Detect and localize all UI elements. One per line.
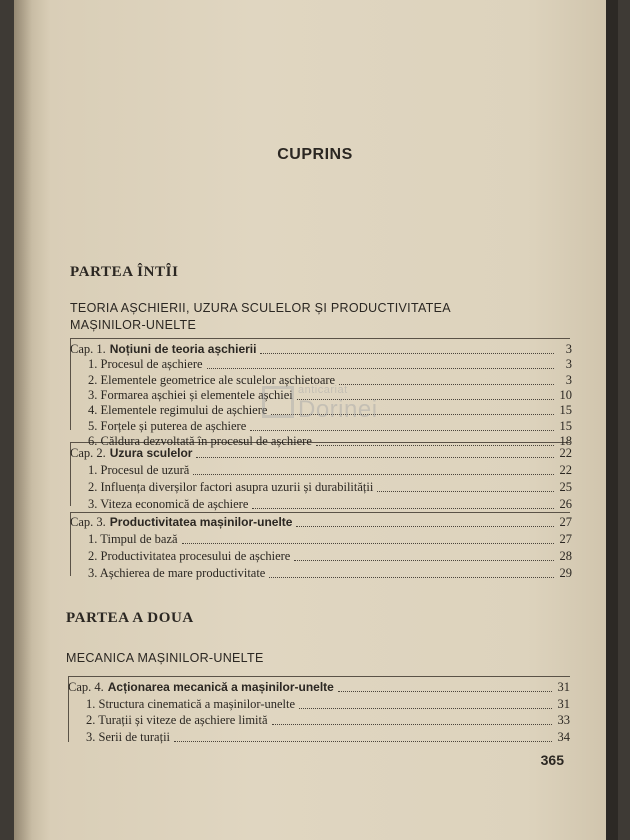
watermark-line-1: anticariat (298, 384, 348, 396)
watermark-text (298, 386, 378, 424)
toc-item-page: 3 (565, 372, 572, 387)
toc-item-label: 4. Elementele regimului de așchiere (88, 403, 268, 418)
toc-item-label: 3. Formarea așchiei și elementele așchiei (88, 387, 293, 402)
toc-chapter-page: 3 (565, 342, 572, 356)
toc-chapter-title: Noțiuni de teoria așchierii (109, 342, 257, 356)
toc-leader-dots (294, 560, 554, 561)
watermark-line-2: Dorinei (298, 396, 378, 423)
toc-chapter-title: Acționarea mecanică a mașinilor-unelte (107, 680, 334, 694)
page-title: CUPRINS (277, 146, 353, 163)
toc-item-row (68, 697, 570, 712)
toc-item-page: 10 (559, 387, 572, 402)
toc-item-page: 15 (559, 403, 572, 418)
toc-leader-dots (299, 708, 552, 709)
toc-leader-dots (272, 724, 552, 725)
toc-item-label: 1. Structura cinematică a mașinilor-unelte (86, 696, 296, 711)
toc-item-page: 27 (559, 532, 572, 546)
chapter-1-rule (70, 338, 570, 339)
toc-item-row (70, 480, 572, 495)
page-edge (606, 0, 618, 840)
bookstore-logo-icon (262, 386, 294, 418)
toc-chapter-number: Cap. 2. (70, 446, 106, 460)
toc-chapter-page: 31 (557, 680, 570, 694)
toc-item-label: 5. Forțele și puterea de așchiere (88, 418, 247, 433)
toc-item-label: 3. Viteza economică de așchiere (88, 497, 249, 511)
toc-item-label: 2. Influența diverșilor factori asupra uzurii și durabilității (88, 480, 374, 494)
toc-leader-dots (196, 457, 554, 458)
part-one-subtitle-line-2: MAȘINILOR-UNELTE (70, 318, 197, 332)
toc-item-label: 6. Căldura dezvoltată în procesul de așchiere (88, 433, 312, 448)
toc-item-label: 1. Procesul de uzură (88, 463, 190, 477)
toc-item-label: 3. Așchierea de mare productivitate (88, 566, 266, 580)
toc-chapter-page: 22 (559, 446, 572, 460)
toc-chapter-number: Cap. 4. (68, 680, 104, 694)
part-one-title: PARTEA ÎNTÎI (70, 264, 179, 280)
toc-chapter-title: Productivitatea mașinilor-unelte (109, 515, 293, 529)
toc-item-label: 1. Timpul de bază (88, 532, 178, 546)
toc-item-label: 2. Elementele geometrice ale sculelor așchietoare (88, 372, 336, 387)
toc-chapter-title: Uzura sculelor (109, 446, 193, 460)
toc-item-page: 22 (559, 463, 572, 477)
toc-item-page: 3 (565, 357, 572, 372)
toc-item-row (70, 549, 572, 564)
toc-leader-dots (174, 741, 552, 742)
toc-leader-dots (269, 577, 554, 578)
toc-chapter-label (70, 342, 256, 357)
toc-leader-dots (377, 491, 554, 492)
toc-chapter-number: Cap. 3. (70, 515, 106, 529)
part-two-title: PARTEA A DOUA (66, 610, 194, 626)
toc-item-label: 2. Turații și viteze de așchiere limită (86, 713, 268, 727)
toc-item-row (70, 497, 572, 512)
toc-item-page: 34 (557, 729, 570, 744)
toc-item-row (68, 713, 570, 728)
chapter-4-rule (68, 676, 570, 677)
toc-chapter-label (70, 446, 192, 461)
toc-item-row (68, 730, 570, 745)
chapter-3-rule (70, 512, 570, 513)
watermark (262, 380, 412, 436)
toc-item-page: 15 (559, 418, 572, 433)
toc-item-label: 2. Productivitatea procesului de așchiere (88, 549, 291, 563)
toc-leader-dots (252, 508, 554, 509)
toc-item-page: 33 (557, 713, 570, 727)
toc-leader-dots (296, 526, 554, 527)
toc-item-row (70, 532, 572, 547)
toc-item-page: 31 (557, 696, 570, 711)
toc-item-label: 1. Procesul de așchiere (88, 357, 203, 372)
toc-leader-dots (182, 543, 554, 544)
toc-item-page: 18 (559, 433, 572, 448)
toc-item-row (70, 566, 572, 581)
toc-chapter-page: 27 (559, 515, 572, 529)
toc-leader-dots (338, 691, 552, 692)
toc-item-page: 28 (559, 549, 572, 563)
toc-item-page: 26 (559, 497, 572, 511)
part-one-subtitle-line-1: TEORIA AȘCHIERII, UZURA SCULELOR ȘI PRODUCTIVITATEA (70, 301, 451, 315)
toc-chapter-row (70, 515, 572, 530)
toc-chapter-label (70, 515, 292, 530)
page-number: 365 (540, 752, 564, 768)
toc-chapter-row (70, 342, 572, 357)
toc-item-row (70, 463, 572, 478)
part-two-subtitle: MECANICA MAȘINILOR-UNELTE (66, 651, 264, 665)
toc-item-page: 29 (559, 566, 572, 580)
toc-chapter-label (68, 680, 334, 695)
toc-item-label: 3. Serii de turații (86, 729, 171, 744)
toc-leader-dots (207, 368, 554, 369)
toc-chapter-row (70, 446, 572, 461)
toc-leader-dots (260, 353, 554, 354)
toc-item-page: 25 (559, 480, 572, 494)
toc-leader-dots (193, 474, 554, 475)
toc-chapter-number: Cap. 1. (70, 342, 106, 356)
toc-chapter-row (68, 680, 570, 695)
part-one-subtitle (70, 300, 451, 334)
toc-item-row (70, 357, 572, 372)
